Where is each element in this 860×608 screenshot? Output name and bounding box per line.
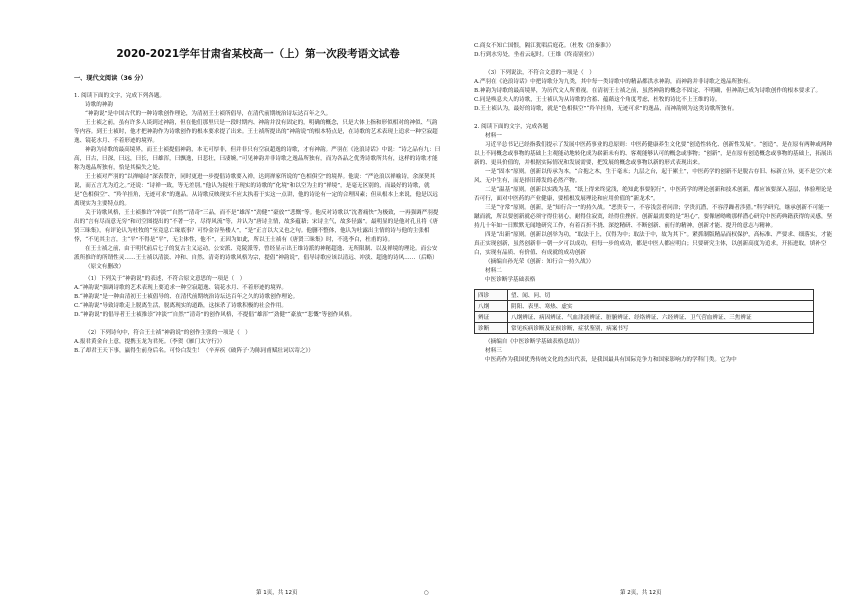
- table-row: [475, 323, 814, 334]
- table-cell: 阴阳、表里、寒热、虚实: [508, 301, 814, 312]
- option: D.行到水穷处，坐看云起时。（王维《终南别业》）: [474, 52, 598, 58]
- essay-paragraph: 神韵为诗歌的最高境界，而王士祯提倡神韵，本无可厚非，但并非只有空寂超逸的诗歌，才有神韵。严羽在《沧浪诗话》中说：“诗之品有九：曰高，曰古，曰深，曰远，曰长，曰雄浑，曰飘逸，曰悲壮，曰凄婉。”可见神韵并非诗歌之逸品所独有，而为各品之优秀诗歌所共有，这样的诗歌才能称为逸品所独有，恰是其偏失之处。: [74, 147, 441, 171]
- material-paragraph: 二是“温基”原则。创新以实践为基，“纸上得来终觉浅，绝知此事要躬行”，中医药学的理论创新和技术创新，都应该要深入基层，体验理论是否可行，面对中医药的产业健康，要植根发展理论和应用价值的“新龙术”。: [474, 187, 833, 202]
- page-number-right: 第 2页，共 12页: [620, 590, 662, 596]
- essay-paragraph: “神韵说”是中国古代的一种诗歌创作理论，为清初王士祯所倡导，在清代前期统治诗坛达百年之久。: [85, 111, 332, 117]
- table-row: [475, 312, 814, 323]
- material-2-label: 材料二: [485, 268, 502, 274]
- center-mark: ○: [424, 590, 429, 596]
- table-caption: 中医诊断学基础表格: [485, 277, 536, 283]
- essay-paragraph: 王士祯对严羽的“以禅喻诗”深表赞许，同时更进一步提倡诗歌要入禅，达到禅家所说的“色相俱空”的境界。他说：“严沧浪以禅喻诗，余深契其说，而五言尤为近之。”还说：“诗禅一致，等无差别。”他认为捉柱于现实的诗歌的“化境”和以空为主的“禅境”，是毫无区别的，而最好的诗歌，就是“色相俱空”、“羚羊挂角，无迹可求”的逸品。从诗歌反映现实不应太执着于实这一点讲，他的诗论有一定的合理因素；但从根本上来说，他是以远离现实为主要特点的。: [74, 174, 438, 207]
- table-row: [475, 290, 814, 301]
- section-heading: 一、现代文阅读（36 分）: [74, 75, 147, 82]
- table-row: [475, 301, 814, 312]
- option: B.神韵为诗歌的最高境界，为历代文人所重视。在清初王士祯之前，虽然神韵的概念不固定、不明确，但神韵已成为诗歌创作的根本要求了。: [474, 88, 822, 94]
- question-1-heading: 1. 阅读下面的文字，完成下列各题。: [74, 93, 166, 99]
- option: C.“神韵说”导致诗歌走上脱离生活，脱离现实的道路，这抹杀了诗歌积极的社会作用。: [74, 303, 287, 309]
- material-source: （摘编自孙光荣《创新：知行合一持久战》）: [485, 259, 595, 265]
- table-cell: 望、闻、问、切: [508, 290, 814, 301]
- table-source: （摘编自《中医诊断学基础表格总结》）: [485, 339, 583, 345]
- essay-source: （原文有删改）: [85, 264, 125, 270]
- material-3-label: 材料三: [485, 348, 502, 354]
- option: A.“神韵说”强调诗歌的艺术表现上要追求一种空寂超逸、镜花水月、不着形迹的境界。: [74, 285, 287, 291]
- table-cell: 八纲辨证、病因辨证、气血津液辨证、脏腑辨证、经络辨证、六经辨证、卫气营血辨证、三焦辨证: [508, 312, 814, 323]
- table-cell: 八纲: [475, 301, 508, 312]
- option: C.同是唤息夫人的诗歌，王士祯认为从诗歌的含蓄、蕴藉这个角度考虑，杜牧的诗比不上王维的诗。: [474, 97, 721, 103]
- option: A.报君黄金台上意，提携玉龙为君死。（李贺《雁门太守行》）: [74, 339, 226, 345]
- material-paragraph: 中医药作为我国优秀传统文化的杰出代表，是我国最具有国际竞争力和国家影响力的学科门类。它为中: [485, 357, 737, 363]
- material-paragraph: 习近平总书记已经指我们提示了发展中医药事业的总原则：中医药健康养生文化要“创造性转化、创新性发展”。“创造”，是在原有两种或两种以上不同概念或事物的基础上主观能动地转化成为崭新未有的、客观能够认可的概念或事物；“创新”，是在原有创造概念或事物的基础上，拓展出新的、更具价值的，并根据实际情况和发展需要，把发展的概念或事物以新的形式表现出来。: [474, 142, 833, 166]
- essay-paragraph: 王士祯之前，虽有许多人谈到过神韵，但在他们那里只是一段时期内、神韵并没有固定的，明确的概念，只是大体上指和形似相对的神似、气韵等内容。到王士祯时，他才把神韵作为诗歌创作的根本要求提了出来。王士祯所提出的“神韵说”的根本特点是，在诗歌的艺术表现上追求一种空寂超逸、镜花水月、不着形迹的境界。: [74, 120, 438, 144]
- essay-paragraph: 关于诗歌风格，王士祯推许“冲淡”“自然”“清奇”三品，而不是“雄浑”“劲健”“豪放”“悲慨”等。他反对诗歌以“沈著痛快”为极致，一再强调严羽提出的“言有尽而意无穷”和司空图提出的“不著一字，尽得风流”等，并认为“唐诗主情，故多蕴藉；宋诗主气，故多径露”。最明显的是他对孔且将《唐贤三昧集》，有评论认为杜牧的“至竟息亡缘底事？可怜金谷坠楼人”，“是”正言以大义也之句。他删不整体，他认为吐露出主情的诗与他的主张相悖，“不见其主言，主“平”不得是“平”，无主体性，他不”，正因为如此，所以王士祯有《唐贤三昧集》时，不选李白，杜甫的诗。: [74, 210, 439, 243]
- diagnosis-table: [474, 289, 814, 334]
- option: D.王士祯认为，最好的诗歌，就是“色相俱空”“羚羊挂角，无迹可求”的逸品，而神韵则为这类诗歌所独有。: [474, 106, 738, 112]
- essay-title: 诗歌的神韵: [85, 102, 113, 108]
- table-cell: 辨证: [475, 312, 508, 323]
- table-cell: 常见疾病诊断及证候诊断，症状鉴别，病案书写: [508, 323, 814, 334]
- option: B.了却君王天下事，赢得生前身后名。可怜白发生！（辛弃疾《破阵子·为陈同甫赋壮词以寄之》）: [74, 348, 314, 354]
- material-paragraph: 四是“出新”原则。创新以创举为功，“取法于上，仅得为中；取法于中，故为其下”。紧抓制版精品而权保护，高标准、严要求、细落实，才能真正实现创新，虽然创新非一朝一夕可以成功，但每一步的成功，都是中医人都应明白；只要研究主体，以创新高度为追求，开拓进取，填补空白，实现有品质、有价值、有成就的成功创新: [474, 232, 833, 256]
- right-column: [474, 0, 834, 608]
- material-paragraph: 一是“固本”原则。创新以传承为本，“合抱之木，生于毫末；九层之台，起于累土”，中医药学的创新不是脱古存旧、标新立异，更不是空穴来风、无中生有，而是择旧薄发的必然产物。: [474, 169, 833, 184]
- option: C.商女不知亡国恨，隔江犹唱后庭花。（杜牧《泊秦淮》）: [474, 43, 615, 49]
- material-paragraph: 三是“守常”原则。创新，是“知行合一”的持久战。“恶贵专一，不容浅尝者问津；学贵沉潜，不容浮躁者涉猎。”科学研究，继承创新不可能一蹴而就，所以要创新就必须守得住初心，耐得住寂寞，经得住挫折。创新最需要的是“坦心”，要像屠呦呦那样潜心研究中医药典籍获得的灵感，坚持几十年如一日默默无闻地研究工作，有着百折不挠、深挖精研、不断创新、前行的精神，创新才能、提升的意志与精神。: [474, 205, 833, 229]
- page-number-left: 第 1页，共 12页: [256, 590, 298, 596]
- option: D.“神韵说”的倡导者王士祯推崇“冲淡”“自然”“清奇”的创作风格，不提倡“雄浑”“劲健”“豪放”“悲慨”等创作风格。: [74, 312, 356, 318]
- question-1-3: （3）下列说法，不符合文意的一项是（ ）: [485, 70, 595, 76]
- page-title: 2020-2021学年甘肃省某校高一（上）第一次段考语文试卷: [116, 48, 400, 60]
- essay-paragraph: 在王士祯之前，由于明代前后七子的复古主义运动，公安派、竟陵派等，曾经显示出王维诗派的神秘超逸、无所限制、以及禅境的理论。而公安派所推许的所谓性灵……王士祯以清淡、冲和、自然、清奇的诗歌风格为宗，提倡“神韵说”，倡导诗歌应该以清远、冲淡、超逸的诗风……（后略）: [74, 246, 438, 261]
- table-cell: 四诊: [475, 290, 508, 301]
- table-cell: 诊断: [475, 323, 508, 334]
- question-1-2: （2）下列诗句中，符合王士祯“神韵说”的创作主张的一项是（ ）: [85, 330, 251, 336]
- question-1-1: （1）下列关于“神韵说”的表述，不符合原文意思的一项是（ ）: [85, 276, 246, 282]
- left-column: [74, 0, 442, 608]
- material-1-label: 材料一: [485, 133, 502, 139]
- option: B.“神韵说”是一种由清初王士祯倡导的、在清代前期统治诗坛达百年之久的诗歌创作理论。: [74, 294, 299, 300]
- question-2-heading: 2. 阅读下面的文字，完成各题: [474, 124, 549, 130]
- option: A.严羽在《沧浪诗话》中把诗歌分为九类，其中每一类诗歌中的精品都洪水神韵，而神韵并非诗歌之逸品所独有。: [474, 79, 754, 85]
